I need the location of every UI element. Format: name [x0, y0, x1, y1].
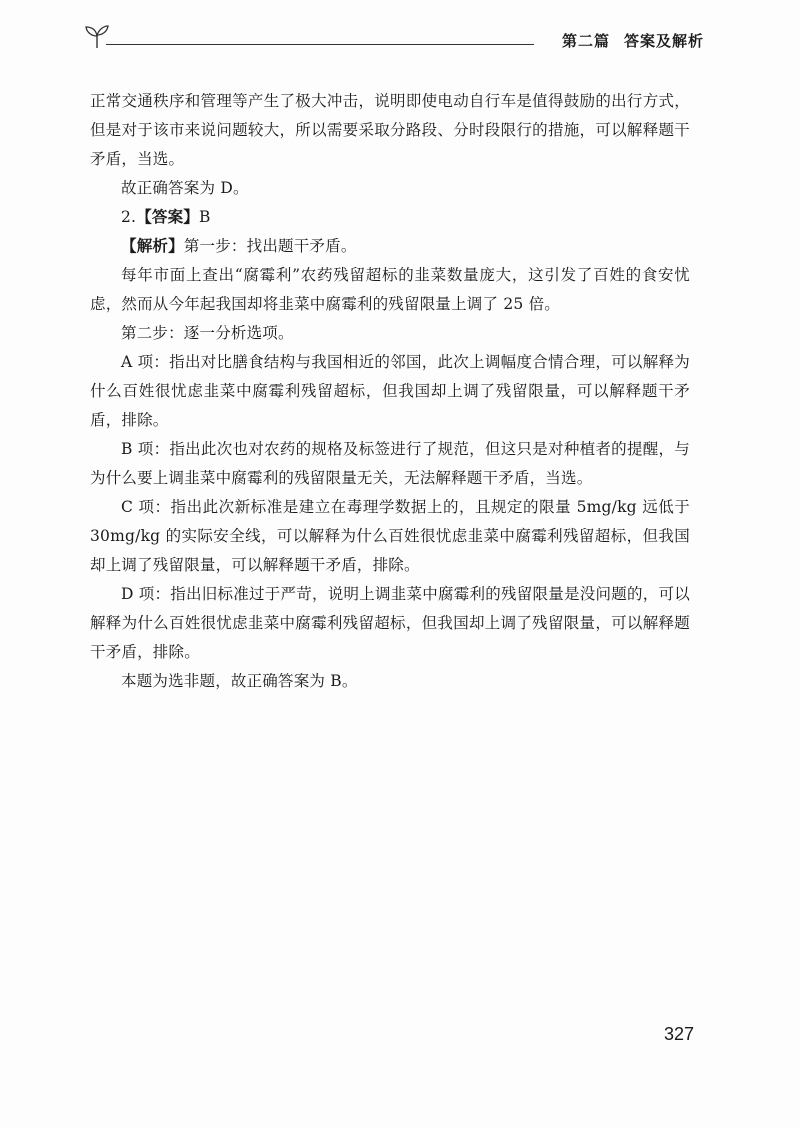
answer-value: B	[199, 208, 211, 226]
paragraph-contradiction: 每年市面上查出“腐霉利”农药残留超标的韭菜数量庞大，这引发了百姓的食安忧虑，然而从今年起我国却将韭菜中腐霉利的残留限量上调了 25 倍。	[90, 266, 690, 313]
answer-label: 【答案】	[136, 208, 200, 226]
analysis-step-one: 第一步：找出题干矛盾。	[183, 237, 357, 255]
running-header	[84, 22, 704, 52]
page-number: 327	[663, 1024, 694, 1044]
paragraph-answer-1: 故正确答案为 D。	[121, 179, 249, 197]
paragraph-continued: 正常交通秩序和管理等产生了极大冲击，说明即使电动自行车是值得鼓励的出行方式，但是对于该市来说问题较大，所以需要采取分路段、分时段限行的措施，可以解释题干矛盾，当选。	[90, 92, 690, 168]
option-d-analysis: D 项：指出旧标准过于严苛，说明上调韭菜中腐霉利的残留限量是没问题的，可以解释为什么百姓很忧虑韭菜中腐霉利残留超标，但我国却上调了残留限量，可以解释题干矛盾，排除。	[90, 585, 690, 661]
option-a-analysis: A 项：指出对比膳食结构与我国相近的邻国，此次上调幅度合情合理，可以解释为什么百姓很忧虑韭菜中腐霉利残留超标，但我国却上调了残留限量，可以解释题干矛盾，排除。	[90, 353, 690, 429]
sprout-icon	[84, 22, 110, 50]
question-number: 2.	[121, 208, 137, 226]
chapter-title: 答案及解析	[623, 32, 704, 50]
section-title	[562, 30, 704, 51]
main-text	[90, 87, 690, 696]
option-c-analysis: C 项：指出此次新标准是建立在毒理学数据上的，且规定的限量 5mg/kg 远低于 30mg/kg 的实际安全线，可以解释为什么百姓很忧虑韭菜中腐霉利残留超标，但我国却上调了残留限量，可以解释题干矛盾，排除。	[90, 498, 690, 574]
part-label: 第二篇	[561, 32, 610, 50]
paragraph-step-two: 第二步：逐一分析选项。	[121, 324, 294, 342]
analysis-line	[90, 232, 690, 261]
option-b-analysis: B 项：指出此次也对农药的规格及标签进行了规范，但这只是对种植者的提醒，与为什么要上调韭菜中腐霉利的残留限量无关，无法解释题干矛盾，当选。	[90, 440, 690, 487]
answer-line	[90, 203, 690, 232]
analysis-label: 【解析】	[121, 237, 184, 255]
conclusion: 本题为选非题，故正确答案为 B。	[121, 672, 358, 690]
header-rule	[106, 44, 534, 45]
